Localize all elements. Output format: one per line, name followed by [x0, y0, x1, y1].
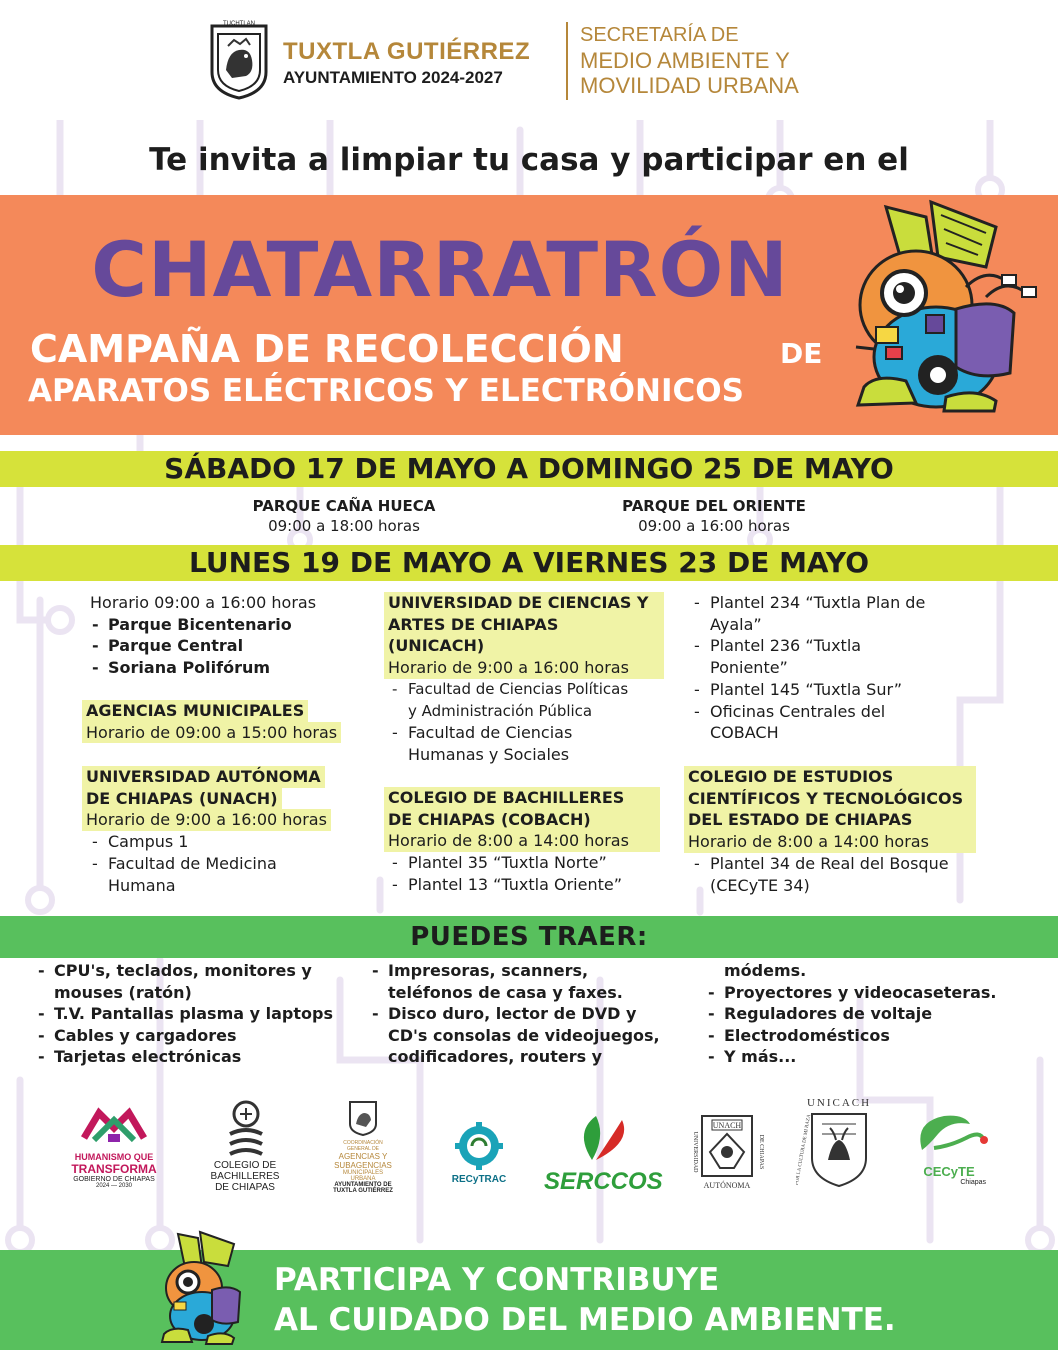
list-item: - Facultad de Medicina Humana: [90, 853, 372, 896]
weekend-dates-heading: SÁBADO 17 DE MAYO A DOMINGO 25 DE MAYO: [0, 451, 1058, 487]
list-item: - Parque Central: [90, 635, 370, 657]
serccos-logo: SERCCOS: [544, 1112, 654, 1222]
svg-text:POR LA CULTURA DE MI RAZA: POR LA CULTURA DE MI RAZA: [796, 1114, 813, 1186]
list-item: - Parque Bicentenario: [90, 614, 370, 636]
bring-list-col-1: [36, 960, 346, 1068]
unicach-crest-icon: [796, 1094, 882, 1190]
list-item: - Electrodomésticos: [706, 1025, 1026, 1047]
cecyte-block: [684, 766, 984, 896]
location-name: AGENCIAS MUNICIPALES: [82, 700, 308, 722]
location-hours: Horario de 9:00 a 16:00 horas: [82, 809, 331, 831]
agencias-shield-icon: [326, 1100, 400, 1136]
cobach-block: [384, 787, 674, 896]
svg-text:AUTÓNOMA: AUTÓNOMA: [703, 1181, 751, 1190]
list-item: - Y más...: [706, 1046, 1026, 1068]
unach-logo: [684, 1112, 770, 1222]
location-name-line: UNIVERSIDAD AUTÓNOMA: [82, 766, 325, 788]
shield-text: TUCHTLAN: [222, 21, 256, 27]
humanismo-logo: HUMANISMO QUE TRANSFORMA GOBIERNO DE CHIAPAS 2024 — 2030: [64, 1098, 164, 1208]
header: [0, 0, 1058, 120]
header-divider: [566, 22, 568, 100]
agencias-logo: COORDINACIÓN GENERAL DE AGENCIAS Y SUBAGENCIAS MUNICIPALES URBANA AYUNTAMIENTO DE TUXTLA GUTIÉRREZ: [326, 1100, 400, 1210]
campaign-title: CHATARRATRÓN: [91, 225, 789, 314]
agencias-municipales-block: [82, 700, 367, 743]
park-hours: 09:00 a 18:00 horas: [268, 517, 420, 535]
park-oriente: [584, 496, 844, 536]
list-item-continued: módems.: [724, 961, 807, 980]
campaign-subtitle-2: APARATOS ELÉCTRICOS Y ELECTRÓNICOS: [28, 373, 744, 409]
secretariat-line-2: MEDIO AMBIENTE Y: [580, 48, 790, 73]
cecyte-logo: CECyTE Chiapas: [904, 1110, 994, 1220]
location-name-line: COLEGIO DE BACHILLERES: [384, 787, 660, 809]
list-item: - Plantel 35 “Tuxtla Norte”: [390, 852, 674, 874]
location-name-line: COLEGIO DE ESTUDIOS: [684, 766, 976, 788]
recytrac-gear-icon: [444, 1120, 514, 1170]
colegio-emblem-icon: [200, 1098, 290, 1156]
list-item: - Campus 1: [90, 831, 372, 853]
svg-text:UNACH: UNACH: [712, 1121, 742, 1130]
weekday-dates-heading: LUNES 19 DE MAYO A VIERNES 23 DE MAYO: [0, 545, 1058, 581]
location-name-line: DE CHIAPAS (UNACH): [82, 788, 282, 810]
footer-line-2: AL CUIDADO DEL MEDIO AMBIENTE.: [274, 1302, 896, 1338]
secretariat-line-1: SECRETARÍA DE: [580, 24, 739, 46]
colegio-bachilleres-logo: COLEGIO DE BACHILLERES DE CHIAPAS: [200, 1098, 290, 1208]
unicach-block: [384, 592, 676, 766]
list-item: - Plantel 13 “Tuxtla Oriente”: [390, 874, 674, 896]
bring-list-col-2: [370, 960, 690, 1068]
park-name: PARQUE DEL ORIENTE: [622, 497, 806, 515]
list-item: - Plantel 234 “Tuxtla Plan de Ayala”: [692, 592, 992, 635]
location-name-line: UNIVERSIDAD DE CIENCIAS Y: [384, 592, 664, 614]
location-hours: Horario de 9:00 a 16:00 horas: [384, 657, 664, 679]
cecyte-leaf-icon: [904, 1110, 994, 1160]
location-hours: Horario de 8:00 a 14:00 horas: [384, 830, 660, 852]
general-hours: Horario 09:00 a 16:00 horas: [90, 593, 317, 612]
location-name-line: (UNICACH): [384, 635, 664, 657]
list-item: - Cables y cargadores: [36, 1025, 346, 1047]
location-hours: Horario de 8:00 a 14:00 horas: [684, 831, 976, 853]
unach-block: [82, 766, 372, 896]
list-item: - Plantel 34 de Real del Bosque (CECyTE 34): [692, 853, 984, 896]
recytrac-logo: RECyTRAC: [444, 1120, 514, 1230]
campaign-subtitle-1: CAMPAÑA DE RECOLECCIÓN: [30, 327, 624, 371]
location-hours: Horario de 09:00 a 15:00 horas: [82, 722, 341, 744]
serccos-leaf-icon: [544, 1112, 654, 1164]
list-item: - Proyectores y videocaseteras.: [706, 982, 1026, 1004]
list-item: - Reguladores de voltaje: [706, 1003, 1026, 1025]
robot-rabbit-mascot-small-icon: [156, 1230, 252, 1345]
campaign-banner: [0, 195, 1058, 435]
list-item: - Plantel 145 “Tuxtla Sur”: [692, 679, 992, 701]
tuxtla-shield-logo: [208, 20, 270, 100]
list-item: - Plantel 236 “Tuxtla Poniente”: [692, 635, 992, 678]
unach-crest-icon: [684, 1112, 770, 1194]
bring-heading: PUEDES TRAER:: [0, 916, 1058, 958]
footer-line-1: PARTICIPA Y CONTRIBUYE: [274, 1262, 720, 1298]
unicach-logo: [796, 1094, 882, 1204]
humanismo-emblem-icon: [64, 1098, 164, 1148]
park-hours: 09:00 a 16:00 horas: [638, 517, 790, 535]
list-item: - Disco duro, lector de DVD y CD's consolas de videojuegos, codificadores, routers y: [370, 1003, 690, 1068]
list-item: - Oficinas Centrales del COBACH: [692, 701, 992, 744]
robot-rabbit-mascot-icon: [846, 197, 1046, 415]
municipality-name: TUXTLA GUTIÉRREZ: [283, 38, 531, 65]
secretariat-line-3: MOVILIDAD URBANA: [580, 73, 799, 98]
list-item: - T.V. Pantallas plasma y laptops: [36, 1003, 346, 1025]
list-item: - CPU's, teclados, monitores y mouses (ratón): [36, 960, 346, 1003]
svg-text:UNICACH: UNICACH: [806, 1097, 872, 1109]
location-name-line: CIENTÍFICOS Y TECNOLÓGICOS: [684, 788, 976, 810]
svg-text:UNIVERSIDAD: UNIVERSIDAD: [692, 1131, 698, 1173]
list-item: - Soriana Polifórum: [90, 657, 370, 679]
general-locations: [90, 592, 370, 679]
location-name-line: DEL ESTADO DE CHIAPAS: [684, 809, 976, 831]
list-item: - Impresoras, scanners, teléfonos de casa y faxes.: [370, 960, 690, 1003]
campaign-subtitle-de: DE: [780, 337, 823, 370]
invite-text: Te invita a limpiar tu casa y participar en el: [149, 142, 909, 178]
bring-list-col-3: [706, 960, 1026, 1068]
cobach-continued-list: [692, 592, 992, 744]
location-name-line: ARTES DE CHIAPAS: [384, 614, 664, 636]
park-cana-hueca: [214, 496, 474, 536]
location-name-line: DE CHIAPAS (COBACH): [384, 809, 660, 831]
list-item: - Facultad de Ciencias Políticas y Administración Pública: [390, 679, 676, 722]
park-name: PARQUE CAÑA HUECA: [252, 497, 436, 515]
list-item: - Facultad de Ciencias Humanas y Sociales: [390, 722, 676, 765]
list-item: - Tarjetas electrónicas: [36, 1046, 346, 1068]
municipality-term: AYUNTAMIENTO 2024-2027: [283, 68, 503, 87]
svg-text:DE CHIAPAS: DE CHIAPAS: [758, 1134, 764, 1170]
